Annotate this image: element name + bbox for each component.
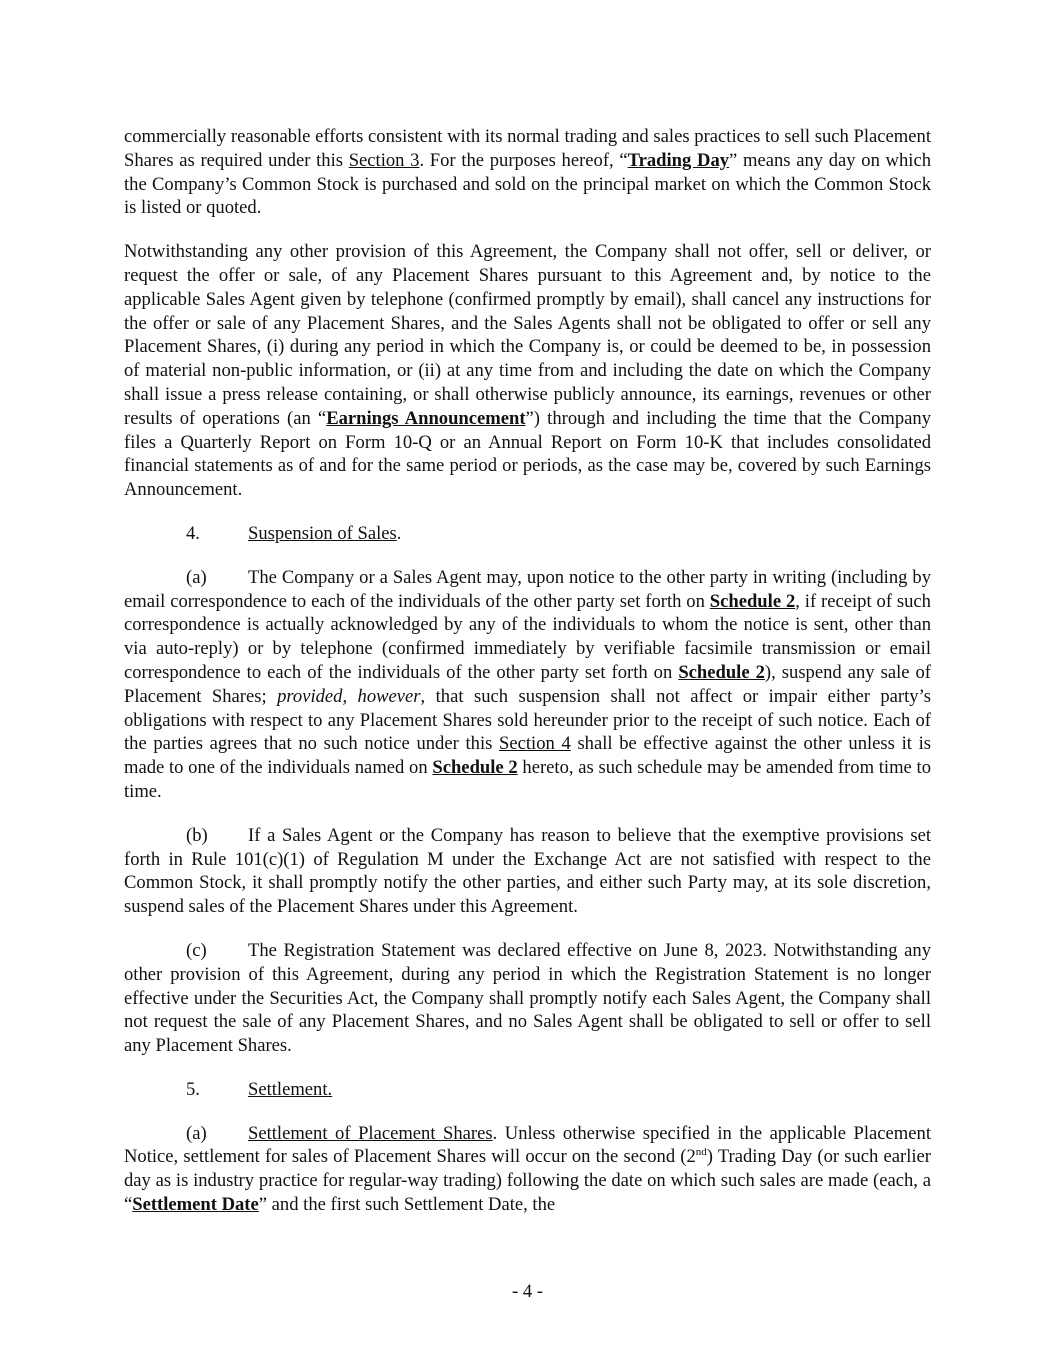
schedule-2-reference: Schedule 2 [709,590,796,612]
paragraph-4b-label: (b) [186,824,208,846]
section-5-heading [124,1078,931,1102]
paragraph-5a-subtitle: Settlement of Placement Shares [248,1122,493,1144]
section-5-title: Settlement. [248,1078,333,1100]
paragraph-5a: (a) Settlement of Placement Shares. Unless otherwise specified in the applicable Placement Notice, settlement for sales of Placement Shares will occur on the second (2nd) Trading Day (or such earlier day as is industry practice for regular-way trading) following the date on which such sales are made (each, a “Settlement Date” and the first such Settlement Date, the [124,1122,931,1216]
schedule-2-reference: Schedule 2 [678,661,765,683]
proviso-text: provided, however [277,685,421,707]
defined-term-trading-day: Trading Day [627,149,730,171]
defined-term-earnings-announcement: Earnings Announcement [326,407,526,429]
section-4-reference: Section 4 [499,733,571,755]
document-body [124,125,931,1237]
paragraph-5a-label: (a) [186,1122,207,1144]
section-4-heading: 4. Suspension of Sales. [186,522,402,544]
paragraph-trading-day: commercially reasonable efforts consistent with its normal trading and sales practices to sell such Placement Shares as required under this Section 3. For the purposes hereof, “Trading Day” means any day on which the Company’s Common Stock is purchased and sold on the principal market on which the Common Stock is listed or quoted. [124,126,931,219]
section-5-number: 5. [186,1078,200,1100]
paragraph-4c-label: (c) [186,939,207,961]
schedule-2-reference: Schedule 2 [432,757,518,779]
paragraph-earnings-announcement: Notwithstanding any other provision of this Agreement, the Company shall not offer, sell or deliver, or request the offer or sale, of any Placement Shares pursuant to this Agreement and, by notice to the applicable Sales Agent given by telephone (confirmed promptly by email), shall cancel any instructions for the offer or sale of any Placement Shares, and the Sales Agents shall not be obligated to offer or sell any Placement Shares, (i) during any period in which the Company is, or could be deemed to be, in possession of material non-public information, or (ii) at any time from and including the date on which the Company shall issue a press release containing, or shall otherwise publicly announce, its earnings, revenues or other results of operations (an “Earnings Announcement”) through and including the time that the Company files a Quarterly Report on Form 10-Q or an Annual Report on Form 10-K that includes consolidated financial statements as of and for the same period or periods, as the case may be, covered by such Earnings Announcement. [124,241,931,501]
paragraph-4c: (c) The Registration Statement was declared effective on June 8, 2023. Notwithstanding any other provision of this Agreement, during any period in which the Registration Statement is no longer effective under the Securities Act, the Company shall promptly notify each Sales Agent, the Company shall not request the sale of any Placement Shares, and no Sales Agent shall be obligated to sell or offer to sell any Placement Shares. [124,939,931,1057]
defined-term-settlement-date: Settlement Date [132,1194,259,1216]
paragraph-4a-label: (a) [186,566,207,588]
section-3-reference: Section 3 [348,149,420,171]
paragraph-4b: (b) If a Sales Agent or the Company has reason to believe that the exemptive provisions set forth in Rule 101(c)(1) of Regulation M under the Exchange Act are not satisfied with respect to the Common Stock, it shall promptly notify the other parties, and either such Party may, at its sole discretion, suspend sales of the Placement Shares under this Agreement. [124,824,931,918]
ordinal-superscript: nd [695,1146,707,1159]
paragraph-4a: (a) The Company or a Sales Agent may, upon notice to the other party in writing (including by email correspondence to each of the individuals of the other party set forth on Schedule 2, if receipt of such correspondence is actually acknowledged by any of the individuals to whom the notice is sent, other than via auto-reply) or by telephone (confirmed immediately by verifiable facsimile transmission or email correspondence to each of the individuals of the other party set forth on Schedule 2), suspend any sale of Placement Shares; provided, however, that such suspension shall not affect or impair either party’s obligations with respect to any Placement Shares sold hereunder prior to the receipt of such notice. Each of the parties agrees that no such notice under this Section 4 shall be effective against the other unless it is made to one of the individuals named on Schedule 2 hereto, as such schedule may be amended from time to time. [124,566,932,802]
page-number: - 4 - [512,1281,543,1302]
section-4-title: Suspension of Sales [248,522,397,544]
section-4-number: 4. [186,522,200,544]
